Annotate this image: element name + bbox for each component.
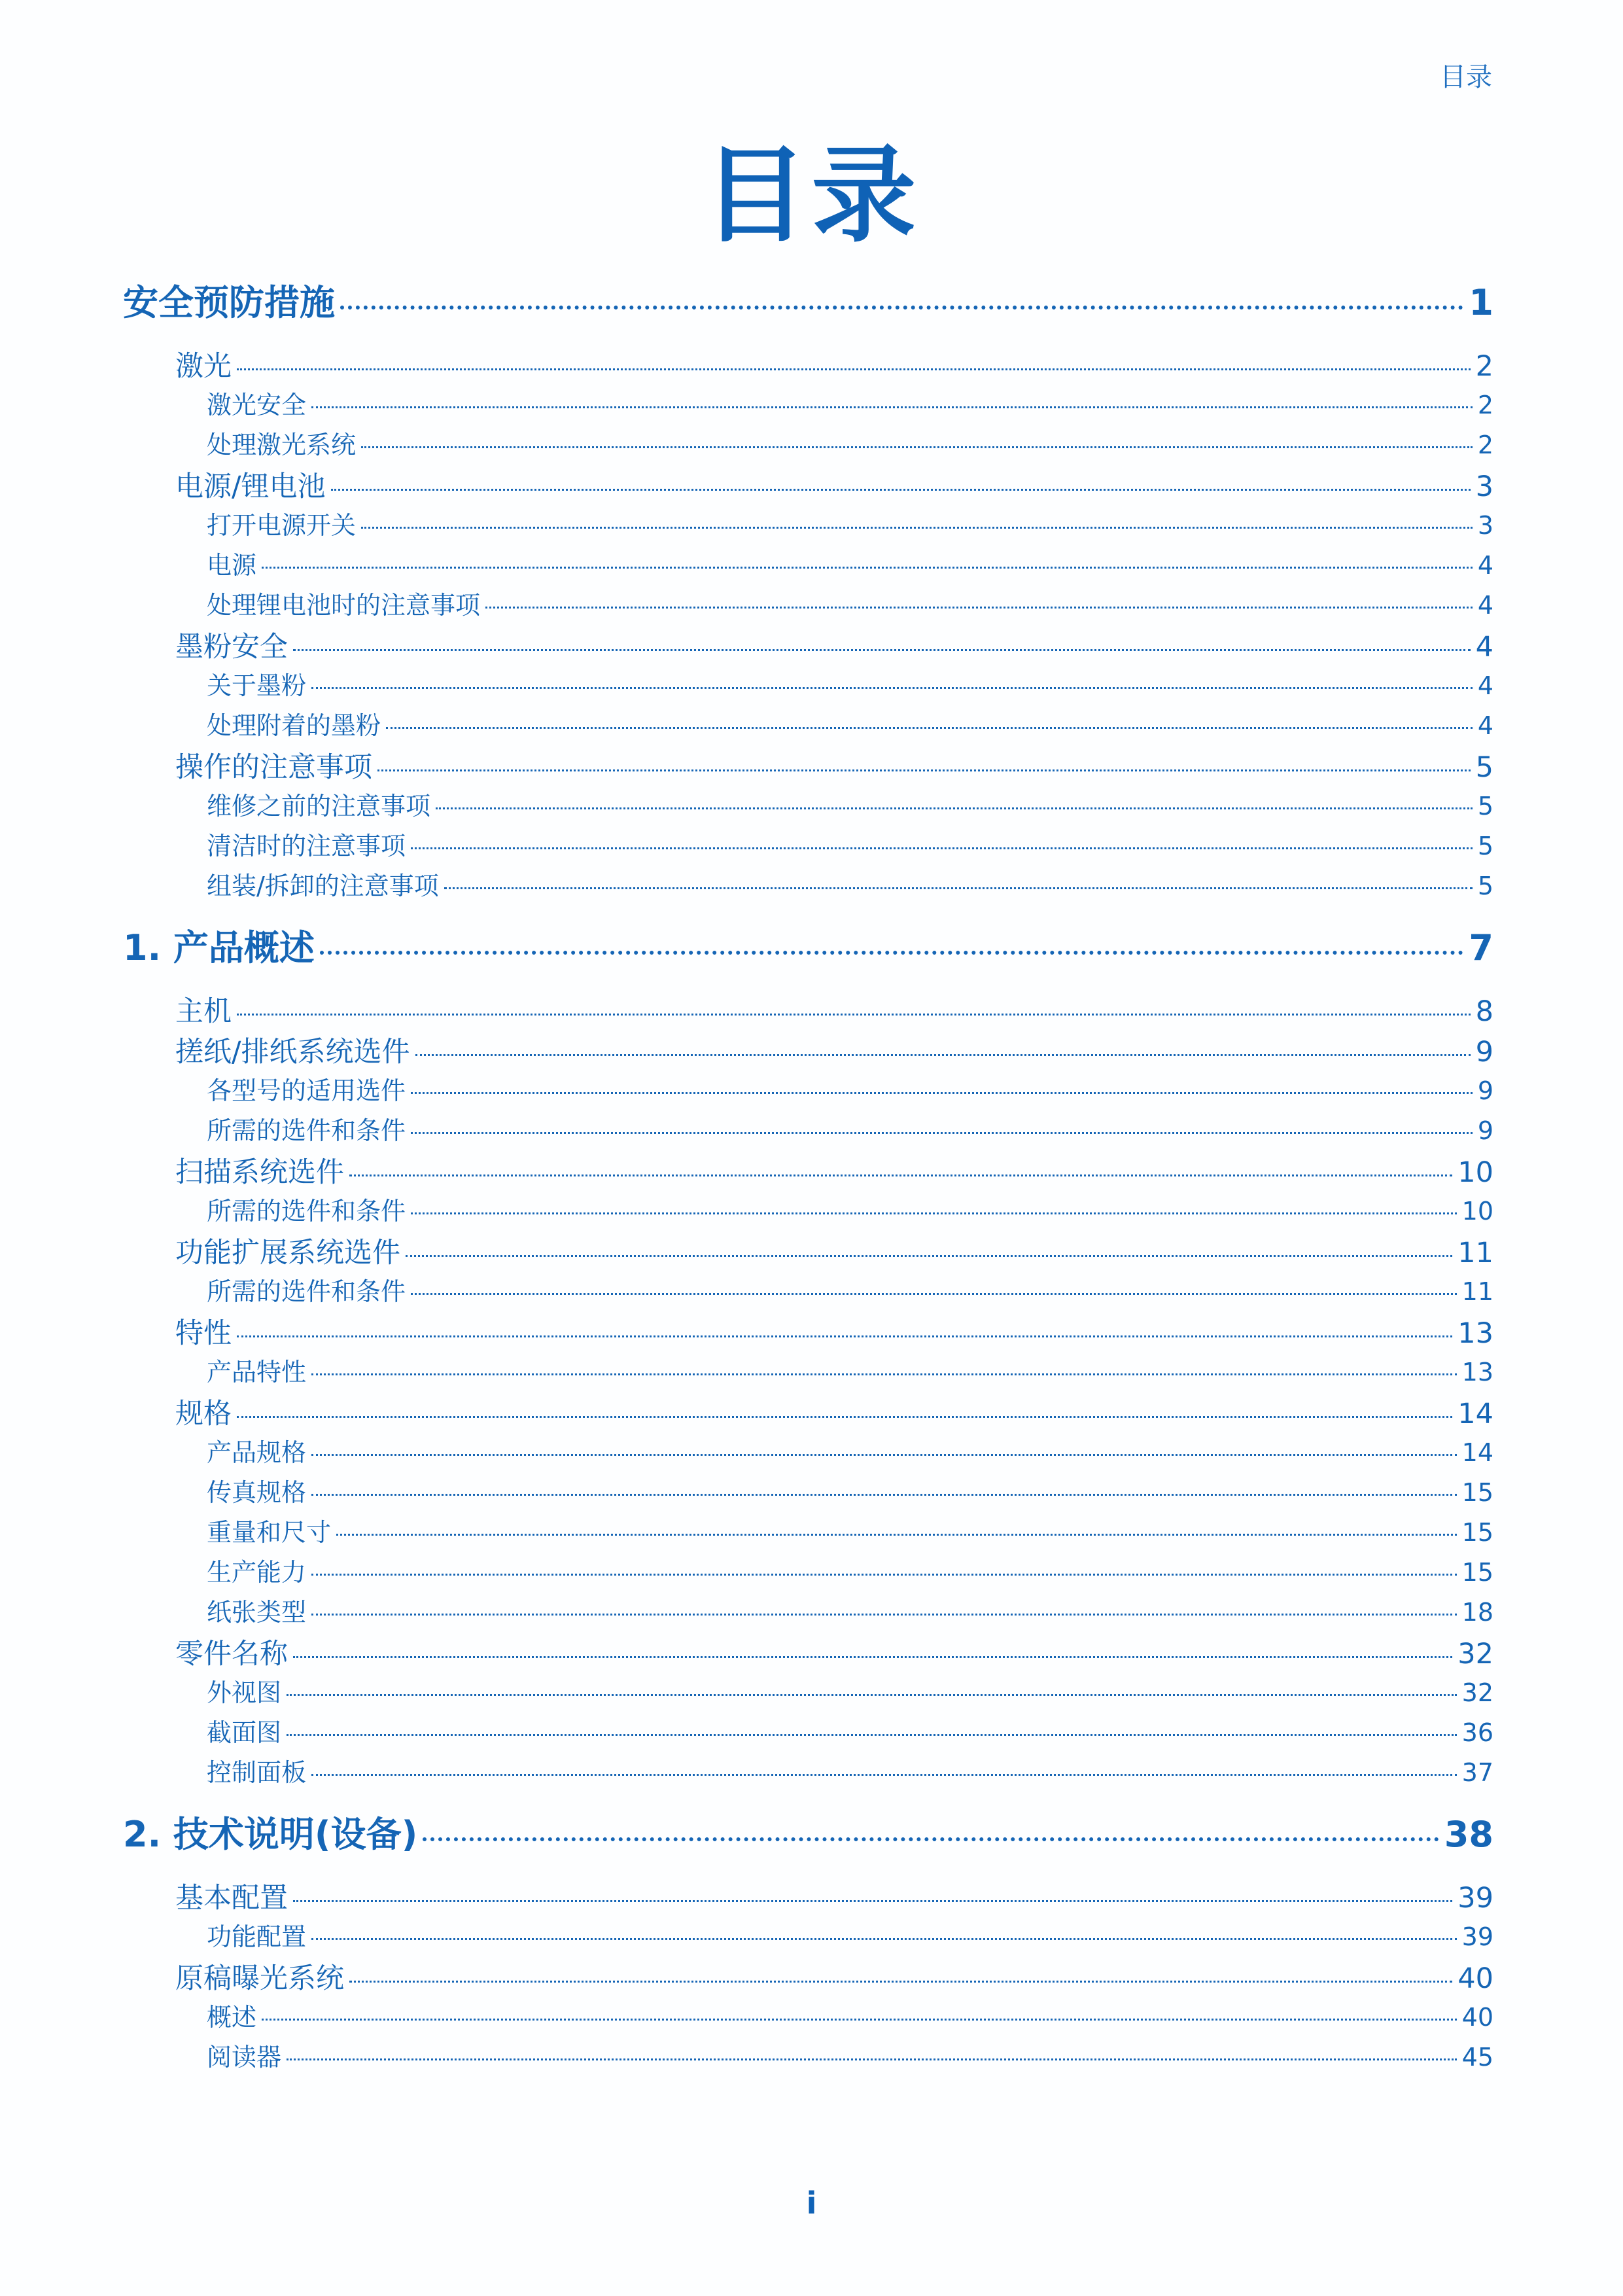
dot-leader (349, 1174, 1452, 1176)
toc-entry-label: 1. 产品概述 (123, 927, 315, 968)
dot-leader (361, 527, 1473, 529)
toc-section-entry[interactable] (123, 1311, 1493, 1352)
toc-entry-page-number: 14 (1457, 1398, 1493, 1430)
toc-chapter-entry[interactable] (123, 1807, 1493, 1859)
toc-entry-page-number: 4 (1477, 671, 1493, 700)
dot-leader (293, 649, 1471, 651)
toc-entry-page-number: 5 (1477, 792, 1493, 821)
toc-chapter-entry[interactable] (123, 275, 1493, 327)
toc-subsection-entry[interactable] (123, 665, 1493, 705)
toc-entry-page-number: 10 (1461, 1197, 1493, 1226)
toc-entry-label: 纸张类型 (207, 1598, 307, 1627)
dot-leader (237, 1335, 1452, 1337)
toc-subsection-entry[interactable] (123, 1752, 1493, 1792)
dot-leader (320, 951, 1464, 955)
dot-leader (411, 1092, 1473, 1094)
toc-subsection-entry[interactable] (123, 786, 1493, 826)
toc-entry-page-number: 32 (1457, 1638, 1493, 1670)
toc-entry-label: 安全预防措施 (123, 282, 335, 323)
dot-leader (361, 446, 1473, 448)
toc-section-entry[interactable] (123, 1876, 1493, 1916)
page-title: 目录 (703, 134, 920, 256)
toc-entry-page-number: 5 (1477, 872, 1493, 900)
toc-entry-page-number: 37 (1461, 1758, 1493, 1787)
toc-entry-label: 扫描系统选件 (175, 1156, 344, 1189)
toc-entry-label: 处理锂电池时的注意事项 (207, 591, 481, 620)
toc-subsection-entry[interactable] (123, 1432, 1493, 1472)
dot-leader (287, 2058, 1457, 2060)
toc-entry-label: 截面图 (207, 1718, 282, 1747)
toc-entry-label: 墨粉安全 (175, 631, 288, 663)
toc-entry-page-number: 45 (1461, 2043, 1493, 2072)
page-number: i (806, 2185, 817, 2221)
table-of-contents (123, 275, 1493, 2077)
toc-subsection-entry[interactable] (123, 385, 1493, 425)
toc-subsection-entry[interactable] (123, 1916, 1493, 1956)
toc-entry-page-number: 9 (1477, 1076, 1493, 1105)
toc-entry-page-number: 40 (1457, 1962, 1493, 1995)
dot-leader (311, 1373, 1457, 1375)
toc-entry-page-number: 4 (1477, 591, 1493, 620)
toc-subsection-entry[interactable] (123, 1352, 1493, 1392)
dot-leader (311, 1454, 1457, 1456)
toc-entry-label: 特性 (175, 1317, 232, 1350)
dot-leader (311, 406, 1473, 408)
dot-leader (293, 1656, 1452, 1658)
toc-entry-label: 规格 (175, 1398, 232, 1430)
toc-entry-label: 操作的注意事项 (175, 751, 372, 784)
toc-entry-page-number: 1 (1469, 282, 1493, 323)
toc-section-entry[interactable] (123, 1956, 1493, 1997)
toc-section-entry[interactable] (123, 1392, 1493, 1432)
dot-leader (406, 1255, 1452, 1257)
toc-entry-page-number: 13 (1461, 1358, 1493, 1386)
toc-entry-page-number: 36 (1461, 1718, 1493, 1747)
toc-section-entry[interactable] (123, 1030, 1493, 1070)
toc-entry-label: 搓纸/排纸系统选件 (175, 1036, 410, 1069)
toc-entry-label: 产品规格 (207, 1438, 307, 1467)
dot-leader (237, 1416, 1452, 1418)
toc-subsection-entry[interactable] (123, 1110, 1493, 1150)
toc-subsection-entry[interactable] (123, 1472, 1493, 1512)
dot-leader (311, 687, 1473, 689)
toc-entry-label: 零件名称 (175, 1638, 288, 1670)
toc-entry-page-number: 39 (1457, 1882, 1493, 1915)
toc-entry-page-number: 38 (1444, 1814, 1493, 1855)
toc-subsection-entry[interactable] (123, 2037, 1493, 2077)
toc-entry-label: 概述 (207, 2003, 257, 2032)
toc-entry-label: 清洁时的注意事项 (207, 832, 406, 860)
dot-leader (311, 1614, 1457, 1616)
toc-entry-label: 阅读器 (207, 2043, 282, 2072)
toc-entry-label: 激光 (175, 350, 232, 383)
toc-section-entry[interactable] (123, 344, 1493, 385)
toc-entry-page-number: 3 (1477, 511, 1493, 540)
toc-entry-label: 激光安全 (207, 391, 307, 419)
toc-entry-label: 维修之前的注意事项 (207, 792, 431, 821)
toc-entry-page-number: 8 (1475, 995, 1493, 1028)
toc-subsection-entry[interactable] (123, 545, 1493, 585)
dot-leader (485, 607, 1473, 609)
toc-entry-label: 各型号的适用选件 (207, 1076, 406, 1105)
dot-leader (311, 1494, 1457, 1496)
toc-entry-label: 传真规格 (207, 1478, 307, 1507)
toc-entry-page-number: 10 (1457, 1156, 1493, 1189)
toc-entry-label: 打开电源开关 (207, 511, 357, 540)
toc-entry-label: 基本配置 (175, 1882, 288, 1915)
toc-entry-label: 功能扩展系统选件 (175, 1237, 400, 1269)
dot-leader (411, 847, 1473, 849)
toc-section-entry[interactable] (123, 989, 1493, 1030)
toc-entry-page-number: 11 (1461, 1277, 1493, 1306)
dot-leader (423, 1837, 1439, 1841)
toc-entry-page-number: 15 (1461, 1478, 1493, 1507)
toc-entry-page-number: 39 (1461, 1922, 1493, 1951)
toc-entry-page-number: 4 (1477, 551, 1493, 580)
toc-entry-label: 电源/锂电池 (175, 470, 326, 503)
dot-leader (411, 1212, 1457, 1214)
toc-section-entry[interactable] (123, 1632, 1493, 1672)
toc-entry-page-number: 5 (1475, 751, 1493, 784)
dot-leader (287, 1734, 1457, 1736)
toc-section-entry[interactable] (123, 1150, 1493, 1191)
toc-entry-page-number: 40 (1461, 2003, 1493, 2032)
toc-entry-page-number: 15 (1461, 1558, 1493, 1587)
toc-entry-label: 组装/拆卸的注意事项 (207, 872, 439, 900)
toc-entry-label: 重量和尺寸 (207, 1518, 332, 1547)
dot-leader (349, 1981, 1452, 1983)
toc-subsection-entry[interactable] (123, 1191, 1493, 1231)
dot-leader (377, 769, 1471, 771)
toc-entry-label: 处理激光系统 (207, 431, 357, 459)
toc-subsection-entry[interactable] (123, 1271, 1493, 1311)
dot-leader (237, 368, 1471, 370)
toc-section-entry[interactable] (123, 1231, 1493, 1271)
toc-entry-label: 原稿曝光系统 (175, 1962, 344, 1995)
toc-section-entry[interactable] (123, 465, 1493, 505)
dot-leader (262, 2019, 1457, 2021)
toc-subsection-entry[interactable] (123, 1672, 1493, 1712)
toc-entry-label: 产品特性 (207, 1358, 307, 1386)
toc-entry-page-number: 3 (1475, 470, 1493, 503)
toc-entry-label: 主机 (175, 995, 232, 1028)
toc-entry-page-number: 14 (1461, 1438, 1493, 1467)
toc-entry-label: 所需的选件和条件 (207, 1116, 406, 1145)
dot-leader (340, 306, 1463, 309)
toc-entry-page-number: 32 (1461, 1678, 1493, 1707)
running-header: 目录 (1440, 62, 1492, 92)
toc-subsection-entry[interactable] (123, 1070, 1493, 1110)
toc-entry-label: 2. 技术说明(设备) (123, 1814, 418, 1855)
toc-entry-page-number: 4 (1477, 711, 1493, 740)
toc-entry-label: 所需的选件和条件 (207, 1197, 406, 1226)
toc-subsection-entry[interactable] (123, 1512, 1493, 1552)
toc-subsection-entry[interactable] (123, 826, 1493, 866)
dot-leader (444, 887, 1473, 889)
toc-entry-label: 电源 (207, 551, 257, 580)
dot-leader (262, 567, 1473, 569)
toc-subsection-entry[interactable] (123, 705, 1493, 745)
toc-section-entry[interactable] (123, 745, 1493, 786)
toc-subsection-entry[interactable] (123, 1712, 1493, 1752)
toc-entry-page-number: 13 (1457, 1317, 1493, 1350)
toc-entry-page-number: 11 (1457, 1237, 1493, 1269)
toc-entry-label: 功能配置 (207, 1922, 307, 1951)
toc-entry-page-number: 2 (1475, 350, 1493, 383)
toc-subsection-entry[interactable] (123, 505, 1493, 545)
toc-subsection-entry[interactable] (123, 1592, 1493, 1632)
toc-entry-label: 处理附着的墨粉 (207, 711, 381, 740)
dot-leader (287, 1694, 1457, 1696)
toc-subsection-entry[interactable] (123, 1997, 1493, 2037)
toc-entry-page-number: 4 (1475, 631, 1493, 663)
dot-leader (386, 727, 1473, 729)
toc-section-entry[interactable] (123, 625, 1493, 665)
toc-entry-label: 外视图 (207, 1678, 282, 1707)
dot-leader (237, 1014, 1471, 1016)
toc-entry-page-number: 2 (1477, 391, 1493, 419)
toc-subsection-entry[interactable] (123, 866, 1493, 906)
dot-leader (436, 807, 1473, 809)
dot-leader (415, 1054, 1471, 1056)
toc-entry-label: 生产能力 (207, 1558, 307, 1587)
toc-entry-page-number: 7 (1469, 927, 1493, 968)
toc-subsection-entry[interactable] (123, 425, 1493, 465)
dot-leader (311, 1774, 1457, 1776)
toc-entry-page-number: 15 (1461, 1518, 1493, 1547)
toc-entry-page-number: 9 (1475, 1036, 1493, 1069)
dot-leader (411, 1132, 1473, 1134)
toc-entry-label: 关于墨粉 (207, 671, 307, 700)
toc-subsection-entry[interactable] (123, 585, 1493, 625)
dot-leader (336, 1534, 1457, 1536)
dot-leader (411, 1293, 1457, 1295)
toc-subsection-entry[interactable] (123, 1552, 1493, 1592)
toc-entry-page-number: 5 (1477, 832, 1493, 860)
toc-chapter-entry[interactable] (123, 920, 1493, 972)
dot-leader (331, 489, 1471, 491)
toc-entry-page-number: 9 (1477, 1116, 1493, 1145)
toc-entry-label: 控制面板 (207, 1758, 307, 1787)
toc-entry-page-number: 2 (1477, 431, 1493, 459)
toc-entry-page-number: 18 (1461, 1598, 1493, 1627)
dot-leader (311, 1938, 1457, 1940)
dot-leader (293, 1900, 1452, 1902)
toc-entry-label: 所需的选件和条件 (207, 1277, 406, 1306)
dot-leader (311, 1574, 1457, 1576)
